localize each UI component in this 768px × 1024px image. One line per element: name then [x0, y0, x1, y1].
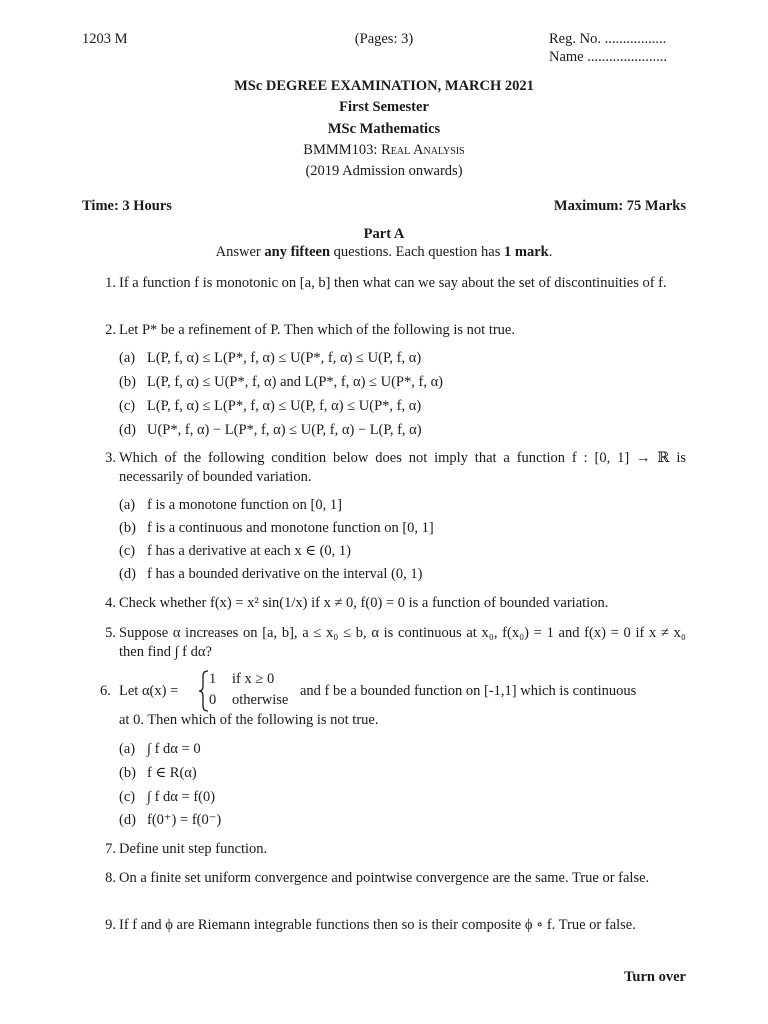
instr-emphasis: 1 mark	[504, 244, 549, 260]
question-number: 3.	[105, 450, 116, 466]
option-label: (a)	[119, 497, 136, 513]
option-label: (d)	[119, 812, 136, 828]
exam-time: Time: 3 Hours	[82, 198, 172, 214]
question-6-tail: and f be a bounded function on [-1,1] which is continuous	[300, 683, 637, 699]
question-8	[100, 869, 686, 888]
admission-note: (2019 Admission onwards)	[305, 163, 463, 179]
option-text: L(P, f, α) ≤ U(P*, f, α) and L(P*, f, α) ≤ U(P*, f, α)	[147, 374, 443, 390]
part-instructions	[0, 244, 768, 261]
reg-no-field: Reg. No. .................	[549, 31, 667, 47]
question-2	[100, 321, 686, 340]
option-label: (b)	[119, 520, 136, 536]
question-6-number: 6.	[100, 683, 111, 699]
case-1-value: 1	[209, 671, 217, 687]
programme: MSc Mathematics	[327, 121, 441, 137]
exam-title: MSc DEGREE EXAMINATION, MARCH 2021	[234, 78, 534, 94]
question-text: On a finite set uniform convergence and pointwise convergence are the same. True or false.	[119, 870, 650, 886]
option-label: (d)	[119, 422, 136, 438]
paper-code: 1203 M	[82, 31, 128, 47]
option	[119, 397, 421, 416]
question-text: Which of the following condition below does not imply that a function f : [0, 1] → ℝ is necessarily of bounded variation.	[119, 450, 686, 485]
option-label: (a)	[119, 350, 136, 366]
option-label: (c)	[119, 398, 136, 414]
question-text: Let P* be a refinement of P. Then which of the following is not true.	[119, 322, 515, 338]
question-number: 4.	[105, 595, 116, 611]
option-text: f(0⁺) = f(0⁻)	[147, 812, 222, 828]
option-label: (a)	[119, 741, 136, 757]
option	[119, 788, 215, 807]
option-text: L(P, f, α) ≤ L(P*, f, α) ≤ U(P, f, α) ≤ U(P*, f, α)	[147, 398, 422, 414]
option-text: U(P*, f, α) − L(P*, f, α) ≤ U(P, f, α) − L(P, f, α)	[147, 422, 422, 438]
option	[119, 542, 351, 561]
option	[119, 811, 221, 830]
option-text: f is a continuous and monotone function on [0, 1]	[147, 520, 434, 536]
question-5	[100, 624, 686, 662]
course-name: Real Analysis	[381, 142, 465, 158]
course-code: BMMM103:	[303, 142, 382, 158]
question-7	[100, 840, 686, 859]
option-text: ∫ f dα = f(0)	[147, 789, 216, 805]
option	[119, 349, 421, 368]
turn-over: Turn over	[624, 969, 686, 985]
question-6-lead: Let α(x) =	[119, 683, 179, 699]
option-text: ∫ f dα = 0	[147, 741, 201, 757]
question-text: Check whether f(x) = x² sin(1/x) if x ≠ 0, f(0) = 0 is a function of bounded variation.	[119, 595, 609, 611]
option-label: (b)	[119, 374, 136, 390]
option-text: f ∈ R(α)	[147, 765, 197, 781]
part-heading: Part A	[363, 226, 405, 242]
option-label: (d)	[119, 566, 136, 582]
option	[119, 764, 197, 783]
instr-text: .	[548, 244, 553, 260]
question-number: 9.	[105, 917, 116, 933]
question-text: Define unit step function.	[119, 841, 268, 857]
option-label: (b)	[119, 765, 136, 781]
question-4	[100, 594, 686, 613]
question-number: 7.	[105, 841, 116, 857]
question-text: If a function f is monotonic on [a, b] then what can we say about the set of discontinuities of f.	[119, 275, 667, 291]
question-text: If f and ϕ are Riemann integrable functions then so is their composite ϕ ∘ f. True or false.	[119, 917, 636, 933]
course-title	[0, 142, 768, 159]
instr-text: questions. Each question has	[330, 244, 504, 260]
question-text: Suppose α increases on [a, b], a ≤ x₀ ≤ b, α is continuous at x₀, f(x₀) = 1 and f(x) = 0 if x ≠ x₀ then find ∫ f dα?	[119, 625, 686, 660]
case-2-condition: otherwise	[232, 692, 289, 708]
option-label: (c)	[119, 543, 136, 559]
question-9	[100, 916, 686, 935]
option-text: f has a bounded derivative on the interval (0, 1)	[147, 566, 423, 582]
option-text: f has a derivative at each x ∈ (0, 1)	[147, 543, 351, 559]
case-2-value: 0	[209, 692, 217, 708]
option	[119, 565, 422, 584]
option	[119, 421, 422, 440]
page-count: (Pages: 3)	[354, 31, 414, 47]
question-number: 1.	[105, 275, 116, 291]
question-1	[100, 274, 686, 293]
option	[119, 373, 443, 392]
instr-emphasis: any fifteen	[264, 244, 331, 260]
question-3	[100, 449, 686, 487]
question-number: 2.	[105, 322, 116, 338]
name-field: Name ......................	[549, 49, 667, 65]
instr-text: Answer	[215, 244, 265, 260]
option-text: L(P, f, α) ≤ L(P*, f, α) ≤ U(P*, f, α) ≤ U(P, f, α)	[147, 350, 422, 366]
option	[119, 496, 342, 515]
option-label: (c)	[119, 789, 136, 805]
question-number: 5.	[105, 625, 116, 641]
question-6-line2: at 0. Then which of the following is not true.	[119, 712, 379, 728]
question-number: 8.	[105, 870, 116, 886]
semester: First Semester	[339, 99, 429, 115]
option	[119, 740, 201, 759]
option	[119, 519, 434, 538]
option-text: f is a monotone function on [0, 1]	[147, 497, 342, 513]
max-marks: Maximum: 75 Marks	[553, 198, 686, 214]
case-1-condition: if x ≥ 0	[232, 671, 275, 687]
